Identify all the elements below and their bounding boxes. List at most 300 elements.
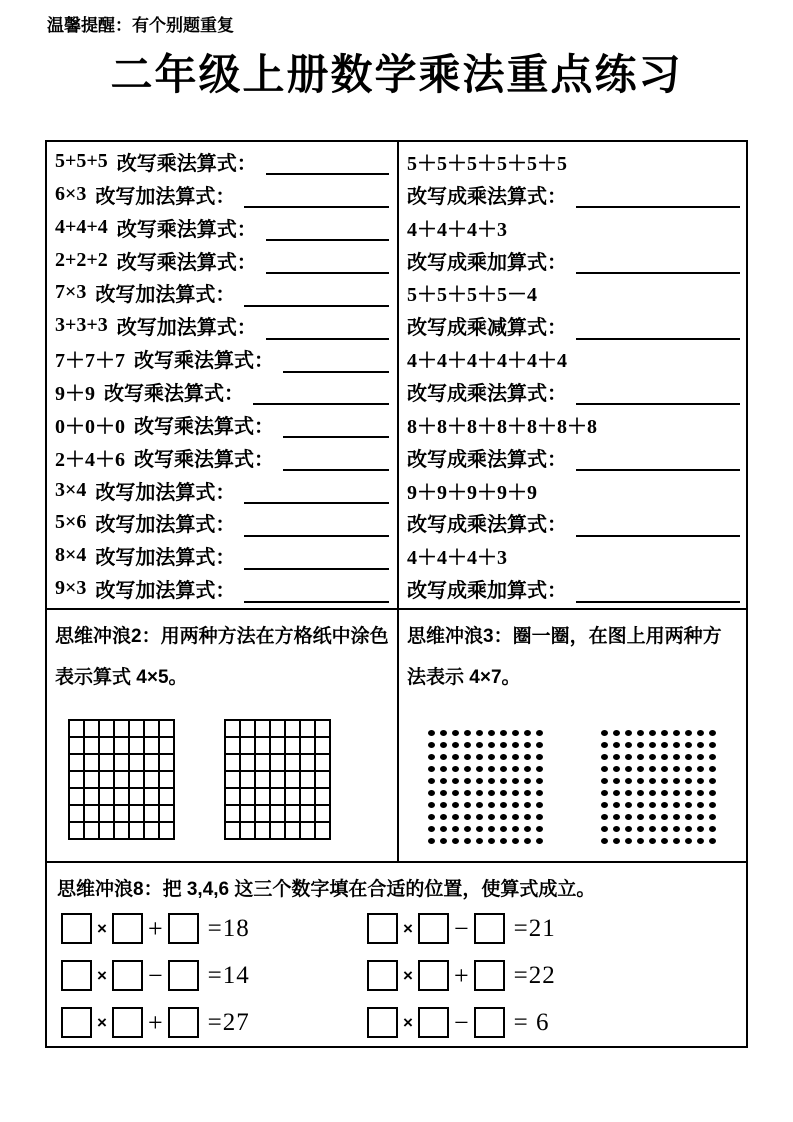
exercise-row [407,211,740,244]
answer-blank [576,589,740,603]
fill-boxes-prompt: 思维冲浪8：把 3,4,6 这三个数字填在合适的位置，使算式成立。 [57,879,596,900]
exercise-expression: 9＋9＋9＋9＋9 [407,481,537,504]
square-grid [68,719,175,840]
grid-cell [271,772,286,789]
grid-cell [226,755,241,772]
exercise-expression: 4＋4＋4＋3 [407,218,507,241]
exercise-row [407,375,740,408]
dot [497,823,509,835]
operator-sign: − [147,960,163,990]
dot [634,751,646,763]
exercise-row [407,441,740,474]
dot [682,787,694,799]
multiply-sign: × [403,965,413,985]
grid-cell [160,721,175,738]
grid-cell [241,806,256,823]
grid-cell [226,806,241,823]
dot [670,823,682,835]
fill-box [168,1007,199,1038]
dot [622,775,634,787]
grid-cell [316,755,331,772]
dot [449,739,461,751]
exercise-expression: 4＋4＋4＋4＋4＋4 [407,350,567,373]
dot [670,727,682,739]
grid-cell [160,823,175,840]
exercise-row [55,408,389,441]
dot [622,739,634,751]
exercise-expression: 5＋5＋5＋5－4 [407,284,537,307]
dot [694,763,706,775]
answer-blank [244,194,389,208]
grid-cell [70,772,85,789]
dot [521,799,533,811]
square-grids [68,719,397,840]
exercise-expression: 4+4+4 [55,215,108,238]
answer-blank [576,457,740,471]
grid-cell [226,823,241,840]
dot [473,799,485,811]
exercise-expression: 5＋5＋5＋5＋5＋5 [407,152,567,175]
dot [521,727,533,739]
grid-cell [100,823,115,840]
equation-result: =21 [513,914,556,942]
fill-box [367,960,398,991]
grid-cell [226,772,241,789]
answer-blank [244,556,389,570]
dot [658,787,670,799]
grid-cell [316,823,331,840]
dot [533,751,545,763]
answer-blank [244,589,389,603]
grid-cell [241,789,256,806]
answer-blank [244,293,389,307]
dot [670,763,682,775]
dot [622,751,634,763]
exercise-expression: 5+5+5 [55,149,108,172]
dot [533,799,545,811]
equation-row [367,952,556,999]
dot [694,835,706,847]
fill-box [112,913,143,944]
dot [509,727,521,739]
dot [682,799,694,811]
grid-cell [100,738,115,755]
dot [598,739,610,751]
equation-row [367,905,556,952]
dot [473,727,485,739]
exercise-row [55,572,389,605]
dot [497,727,509,739]
dot [521,823,533,835]
grid-cell [130,823,145,840]
dot [646,763,658,775]
equations-column-left [61,905,367,1046]
dot [610,823,622,835]
exercise-row [55,276,389,309]
dot [634,739,646,751]
exercise-row [55,506,389,539]
grid-cell [316,721,331,738]
dot-grid [598,727,718,847]
exercise-expression: 2+2+2 [55,248,108,271]
dot [598,811,610,823]
grid-cell [271,755,286,772]
dot [682,727,694,739]
grid-cell [100,789,115,806]
dot [509,835,521,847]
equation-row [367,999,556,1046]
dot [425,811,437,823]
square-grid [224,719,331,840]
exercise-label: 改写加法算式： [95,547,236,570]
dot [610,835,622,847]
grid-cell [271,721,286,738]
dot [533,811,545,823]
dot [634,835,646,847]
exercise-row [55,539,389,572]
operator-sign: + [147,913,163,943]
dot [670,835,682,847]
dot [706,727,718,739]
exercise-row [55,309,389,342]
grid-cell [160,772,175,789]
grid-cell [70,823,85,840]
dot-circling-cell [399,610,746,861]
dot [598,727,610,739]
dot [485,835,497,847]
dot [706,811,718,823]
exercise-expression: 9＋9 [55,382,95,405]
answer-blank [266,326,389,340]
grid-coloring-prompt: 思维冲浪2：用两种方法在方格纸中涂色表示算式 4×5。 [55,626,389,688]
dot [682,835,694,847]
multiply-sign: × [97,918,107,938]
fill-box [112,1007,143,1038]
dot [473,763,485,775]
grid-cell [100,755,115,772]
grid-cell [145,789,160,806]
exercise-row [55,211,389,244]
dot [509,811,521,823]
grid-cell [226,789,241,806]
dot [497,799,509,811]
answer-blank [283,457,389,471]
grid-cell [130,789,145,806]
grid-cell [271,789,286,806]
dot [461,763,473,775]
multiply-sign: × [403,918,413,938]
dot [425,787,437,799]
grid-cell [316,738,331,755]
dot [485,787,497,799]
dot [473,835,485,847]
grid-cell [70,738,85,755]
exercise-label: 改写加法算式： [95,580,236,603]
dot [610,775,622,787]
grid-cell [130,772,145,789]
dot [622,835,634,847]
dot [485,811,497,823]
exercise-row [407,276,740,309]
dot [437,787,449,799]
grid-cell [301,738,316,755]
dot [497,775,509,787]
dot [425,739,437,751]
dot [425,751,437,763]
multiply-sign: × [403,1012,413,1032]
grid-cell [241,721,256,738]
dot [533,823,545,835]
answer-blank [253,391,389,405]
answer-blank [244,490,389,504]
dot [461,823,473,835]
equation-result: = 6 [513,1008,550,1036]
exercise-row [407,408,740,441]
dot [646,751,658,763]
exercise-row [407,309,740,342]
equation-result: =22 [513,961,556,989]
dot [425,775,437,787]
dot [437,823,449,835]
grid-cell [145,755,160,772]
dot [449,823,461,835]
dot [646,787,658,799]
exercise-expression: 6×3 [55,182,87,205]
fill-box [112,960,143,991]
dot [461,787,473,799]
equation-row [61,952,367,999]
dot [473,823,485,835]
dot [682,823,694,835]
fill-box [474,913,505,944]
grid-cell [271,806,286,823]
dot [461,835,473,847]
dot [610,811,622,823]
dot [670,787,682,799]
dot [598,763,610,775]
exercise-expression: 2＋4＋6 [55,448,125,471]
dot [706,799,718,811]
fill-box [418,1007,449,1038]
grid-cell [256,755,271,772]
dot [437,799,449,811]
dot [425,799,437,811]
dot [610,763,622,775]
grid-cell [256,738,271,755]
fill-box [168,913,199,944]
exercise-row [55,342,389,375]
dot [449,763,461,775]
dot [473,739,485,751]
grid-cell [145,806,160,823]
fill-box [474,960,505,991]
grid-cell [286,806,301,823]
exercise-row [407,178,740,211]
dot [610,799,622,811]
dot [658,811,670,823]
grid-cell [115,789,130,806]
fill-box [418,913,449,944]
dot [509,787,521,799]
exercise-label: 改写加法算式： [95,284,236,307]
equation-row [61,905,367,952]
grid-cell [316,806,331,823]
grid-cell [145,721,160,738]
dot [485,775,497,787]
dot [610,727,622,739]
grid-cell [271,738,286,755]
exercise-label: 改写乘法算式： [134,350,274,373]
exercise-expression: 7×3 [55,281,87,304]
dot [646,799,658,811]
dot [682,775,694,787]
grid-cell [115,755,130,772]
dot [670,799,682,811]
dot [598,787,610,799]
dot [682,739,694,751]
dot [598,751,610,763]
exercise-expression: 5×6 [55,511,87,534]
dot [634,799,646,811]
grid-cell [256,721,271,738]
answer-blank [576,391,740,405]
grid-cell [115,823,130,840]
dot [598,799,610,811]
dot [497,739,509,751]
answer-blank [266,260,389,274]
answer-blank [283,424,389,438]
exercise-row [55,244,389,277]
dot [658,775,670,787]
grid-cell [100,806,115,823]
grid-cell [85,789,100,806]
dot [521,751,533,763]
dot [658,823,670,835]
grid-cell [256,823,271,840]
fill-box [61,913,92,944]
dot [598,775,610,787]
dot [461,739,473,751]
dot [682,763,694,775]
exercise-label: 改写乘法算式： [134,448,274,471]
dot [682,811,694,823]
exercise-column-right [399,142,746,608]
grid-cell [286,721,301,738]
dot [437,811,449,823]
dot [706,751,718,763]
grid-cell [301,755,316,772]
grid-cell [115,806,130,823]
grid-cell [316,789,331,806]
dot [694,823,706,835]
exercise-expression: 3×4 [55,478,87,501]
dot [634,823,646,835]
dot [425,763,437,775]
dot [509,739,521,751]
dot [521,763,533,775]
dot [533,835,545,847]
dot [437,775,449,787]
exercise-row [55,375,389,408]
dot [706,775,718,787]
grid-cell [226,721,241,738]
dot [437,763,449,775]
grid-cell [160,738,175,755]
fill-box [168,960,199,991]
grid-cell [130,721,145,738]
grid-cell [301,823,316,840]
dot [509,763,521,775]
exercise-label: 改写加法算式： [95,185,236,208]
dot [658,763,670,775]
grid-cell [130,806,145,823]
grid-cell [85,755,100,772]
grid-cell [286,738,301,755]
exercise-label: 改写成乘法算式： [407,382,567,405]
dot [610,787,622,799]
dot [694,751,706,763]
dot [521,835,533,847]
grid-cell [301,721,316,738]
dot-circling-prompt: 思维冲浪3：圈一圈，在图上用两种方法表示 4×7。 [407,626,722,688]
exercise-expression: 9×3 [55,577,87,600]
exercise-expression: 4＋4＋4＋3 [407,547,507,570]
multiply-sign: × [97,1012,107,1032]
fill-box [61,960,92,991]
rewrite-exercises-section [47,142,746,610]
grid-cell [256,789,271,806]
page-title: 二年级上册数学乘法重点练习 [110,53,683,99]
grid-cell [85,772,100,789]
exercise-label: 改写加法算式： [95,514,236,537]
grid-cell [301,772,316,789]
worksheet-table [45,140,748,1048]
dot [449,799,461,811]
dot [670,811,682,823]
dot [473,787,485,799]
grid-cell [256,806,271,823]
grid-cell [226,738,241,755]
grid-cell [85,721,100,738]
dot [497,811,509,823]
exercise-row [407,145,740,178]
dot [682,751,694,763]
dot [533,763,545,775]
grid-cell [145,738,160,755]
dot [497,787,509,799]
grid-coloring-cell [47,610,399,861]
dot [437,739,449,751]
dot [658,751,670,763]
grid-cell [160,789,175,806]
dot [622,811,634,823]
grid-cell [100,772,115,789]
dot [598,835,610,847]
operator-sign: − [453,913,469,943]
operator-sign: + [147,1007,163,1037]
exercise-label: 改写成乘加算式： [407,580,567,603]
answer-blank [576,523,740,537]
grid-cell [301,806,316,823]
grid-cell [286,772,301,789]
exercise-column-left [47,142,399,608]
dot [694,799,706,811]
exercise-expression: 7＋7＋7 [55,350,125,373]
dot [473,751,485,763]
exercise-label: 改写加法算式： [116,317,257,340]
grid-cell [100,721,115,738]
fill-boxes-section [47,863,746,1046]
